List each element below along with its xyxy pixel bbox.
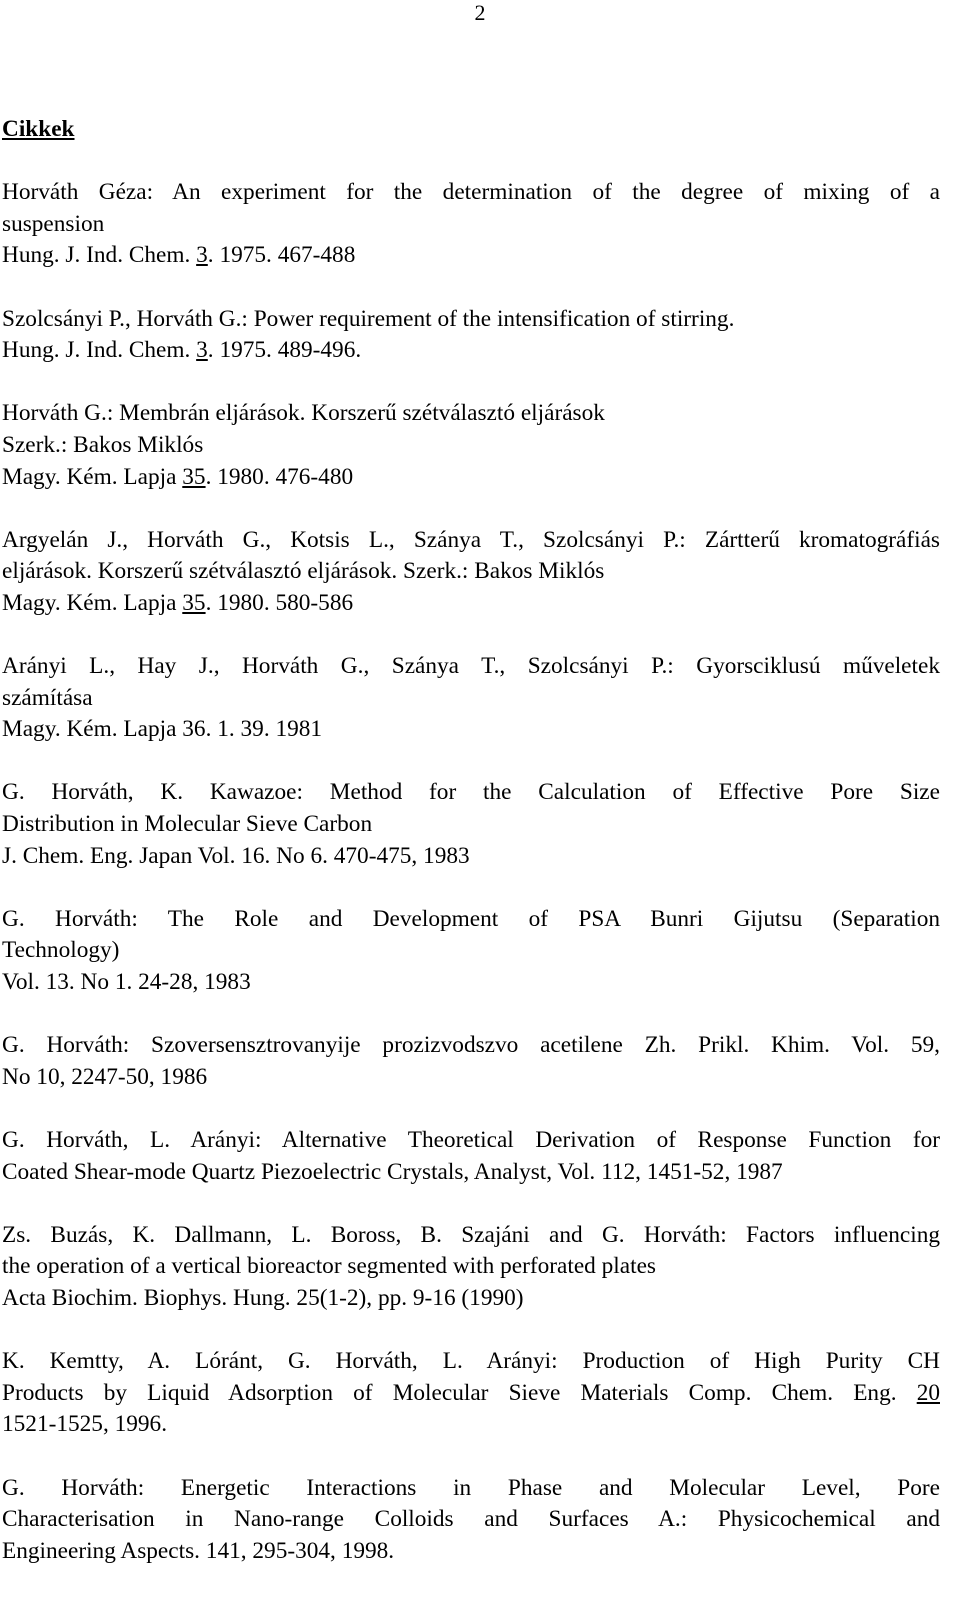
reference-entry: [2, 1125, 940, 1188]
reference-line: G. Horváth: Szoversensztrovanyije prozizvodszvo acetilene Zh. Prikl. Khim. Vol. 59,: [2, 1032, 940, 1059]
reference-line: 1521-1525, 1996.: [2, 1411, 168, 1438]
reference-line: [2, 462, 940, 494]
volume-number: 20: [916, 1379, 940, 1406]
reference-entry: [2, 651, 940, 746]
reference-entry: [2, 1346, 940, 1441]
reference-line: Arányi L., Hay J., Horváth G., Szánya T., Szolcsányi P.: Gyorsciklusú műveletek: [2, 653, 940, 680]
reference-line: Horváth Géza: An experiment for the determination of the degree of mixing of a: [2, 179, 940, 206]
reference-line: Characterisation in Nano-range Colloids and Surfaces A.: Physicochemical and: [2, 1506, 940, 1533]
reference-entry: [2, 1220, 940, 1315]
reference-line: K. Kemtty, A. Lóránt, G. Horváth, L. Arányi: Production of High Purity CH: [2, 1348, 940, 1375]
reference-line: the operation of a vertical bioreactor segmented with perforated plates: [2, 1253, 656, 1280]
reference-line: No 10, 2247-50, 1986: [2, 1063, 208, 1090]
document-body: [2, 114, 940, 1599]
volume-number: 3: [196, 242, 208, 269]
reference-line: Horváth G.: Membrán eljárások. Korszerű szétválasztó eljárások: [2, 400, 605, 427]
reference-entry: [2, 1030, 940, 1093]
reference-entry: [2, 777, 940, 872]
reference-text: . 1975. 467-488: [207, 242, 356, 269]
reference-text: Hung. J. Ind. Chem.: [2, 337, 197, 364]
section-heading: Cikkek: [2, 116, 75, 142]
reference-line: [2, 1378, 940, 1410]
reference-text: Magy. Kém. Lapja: [2, 589, 183, 616]
reference-line: [2, 240, 940, 272]
reference-line: G. Horváth: The Role and Development of PSA Bunri Gijutsu (Separation: [2, 905, 940, 932]
page-number: 2: [474, 0, 486, 25]
volume-number: 35: [182, 589, 206, 616]
reference-line: Coated Shear-mode Quartz Piezoelectric Crystals, Analyst, Vol. 112, 1451-52, 1987: [2, 1158, 783, 1185]
reference-line: számítása: [2, 684, 93, 711]
reference-text: . 1980. 476-480: [205, 463, 354, 490]
reference-text: Hung. J. Ind. Chem.: [2, 242, 197, 269]
reference-line: Szerk.: Bakos Miklós: [2, 431, 204, 458]
reference-entry: [2, 525, 940, 620]
reference-line: Acta Biochim. Biophys. Hung. 25(1-2), pp. 9-16 (1990): [2, 1284, 524, 1311]
reference-line: J. Chem. Eng. Japan Vol. 16. No 6. 470-475, 1983: [2, 842, 470, 869]
reference-line: Engineering Aspects. 141, 295-304, 1998.: [2, 1537, 395, 1564]
reference-line: G. Horváth, L. Arányi: Alternative Theoretical Derivation of Response Function for: [2, 1127, 940, 1153]
reference-line: G. Horváth, K. Kawazoe: Method for the Calculation of Effective Pore Size: [2, 779, 940, 806]
reference-line: Argyelán J., Horváth G., Kotsis L., Szánya T., Szolcsányi P.: Zártterű kromatográfiás: [2, 526, 940, 553]
reference-text: . 1975. 489-496.: [207, 337, 362, 364]
volume-number: 35: [182, 463, 206, 490]
reference-line: [2, 335, 940, 367]
reference-text: Products by Liquid Adsorption of Molecular Sieve Materials Comp. Chem. Eng.: [2, 1379, 917, 1406]
reference-line: Szolcsányi P., Horváth G.: Power requirement of the intensification of stirring.: [2, 305, 735, 332]
reference-line: [2, 588, 940, 620]
reference-line: G. Horváth: Energetic Interactions in Phase and Molecular Level, Pore: [2, 1474, 940, 1501]
volume-number: 3: [196, 337, 208, 364]
reference-entry: [2, 1473, 940, 1568]
reference-text: Magy. Kém. Lapja: [2, 463, 183, 490]
reference-line: Vol. 13. No 1. 24-28, 1983: [2, 969, 251, 996]
reference-text: . 1980. 580-586: [205, 589, 354, 616]
reference-line: Technology): [2, 937, 120, 964]
reference-list: [2, 177, 940, 1567]
reference-line: suspension: [2, 210, 105, 237]
reference-entry: [2, 904, 940, 999]
reference-entry: [2, 398, 940, 493]
reference-entry: [2, 177, 940, 272]
reference-line: Zs. Buzás, K. Dallmann, L. Boross, B. Szajáni and G. Horváth: Factors influencing: [2, 1221, 940, 1248]
reference-line: eljárások. Korszerű szétválasztó eljárások. Szerk.: Bakos Miklós: [2, 558, 605, 585]
reference-entry: [2, 304, 940, 367]
reference-line: Magy. Kém. Lapja 36. 1. 39. 1981: [2, 716, 323, 743]
reference-line: Distribution in Molecular Sieve Carbon: [2, 811, 373, 838]
